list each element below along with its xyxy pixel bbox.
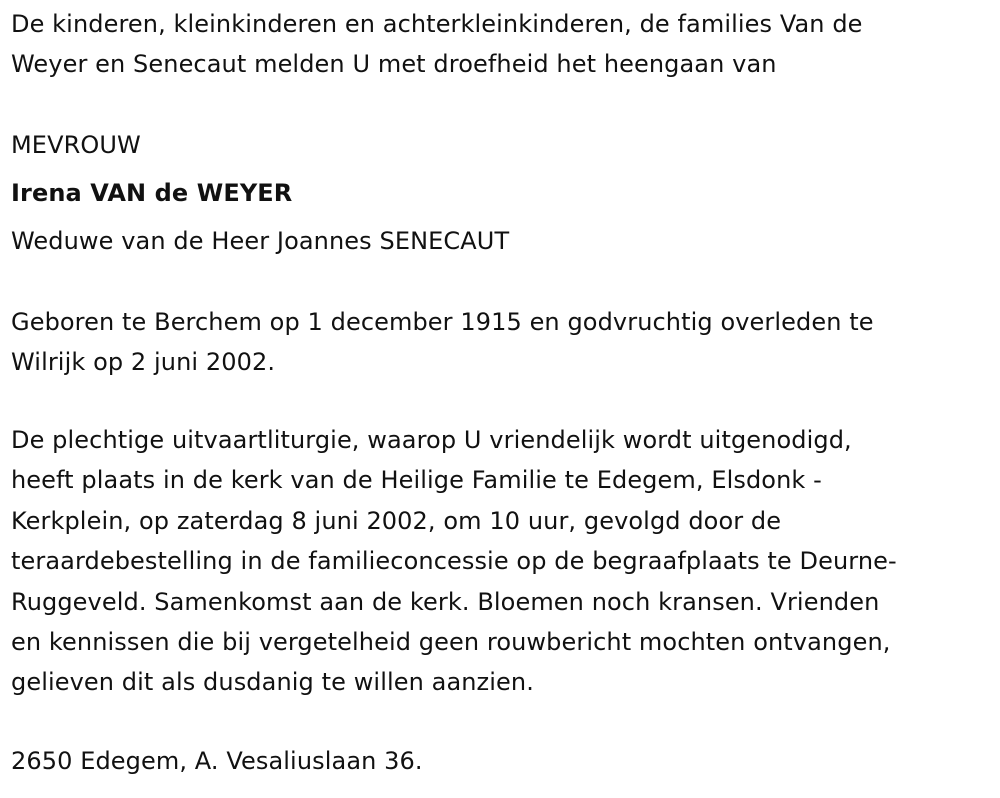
address-line: 2650 Edegem, A. Vesaliuslaan 36.	[11, 747, 423, 775]
ceremony-line-1: De plechtige uitvaartliturgie, waarop U vriendelijk wordt uitgenodigd,	[11, 426, 852, 454]
birth-death-line-1: Geboren te Berchem op 1 december 1915 en godvruchtig overleden te	[11, 308, 874, 336]
widow-of-line: Weduwe van de Heer Joannes SENECAUT	[11, 227, 510, 255]
birth-death-line-2: Wilrijk op 2 juni 2002.	[11, 348, 276, 376]
ceremony-line-3: Kerkplein, op zaterdag 8 juni 2002, om 10 uur, gevolgd door de	[11, 507, 782, 535]
ceremony-line-6: en kennissen die bij vergetelheid geen rouwbericht mochten ontvangen,	[11, 628, 891, 656]
intro-line-1: De kinderen, kleinkinderen en achterkleinkinderen, de families Van de	[11, 10, 863, 38]
ceremony-line-4: teraardebestelling in de familieconcessie op de begraafplaats te Deurne-	[11, 547, 897, 575]
ceremony-line-5: Ruggeveld. Samenkomst aan de kerk. Bloemen noch kransen. Vrienden	[11, 588, 880, 616]
ceremony-line-7: gelieven dit als dusdanig te willen aanzien.	[11, 668, 534, 696]
title-prefix: MEVROUW	[11, 131, 141, 159]
intro-line-2: Weyer en Senecaut melden U met droefheid het heengaan van	[11, 50, 777, 78]
ceremony-line-2: heeft plaats in de kerk van de Heilige Familie te Edegem, Elsdonk -	[11, 466, 822, 494]
deceased-name: Irena VAN de WEYER	[11, 179, 293, 207]
